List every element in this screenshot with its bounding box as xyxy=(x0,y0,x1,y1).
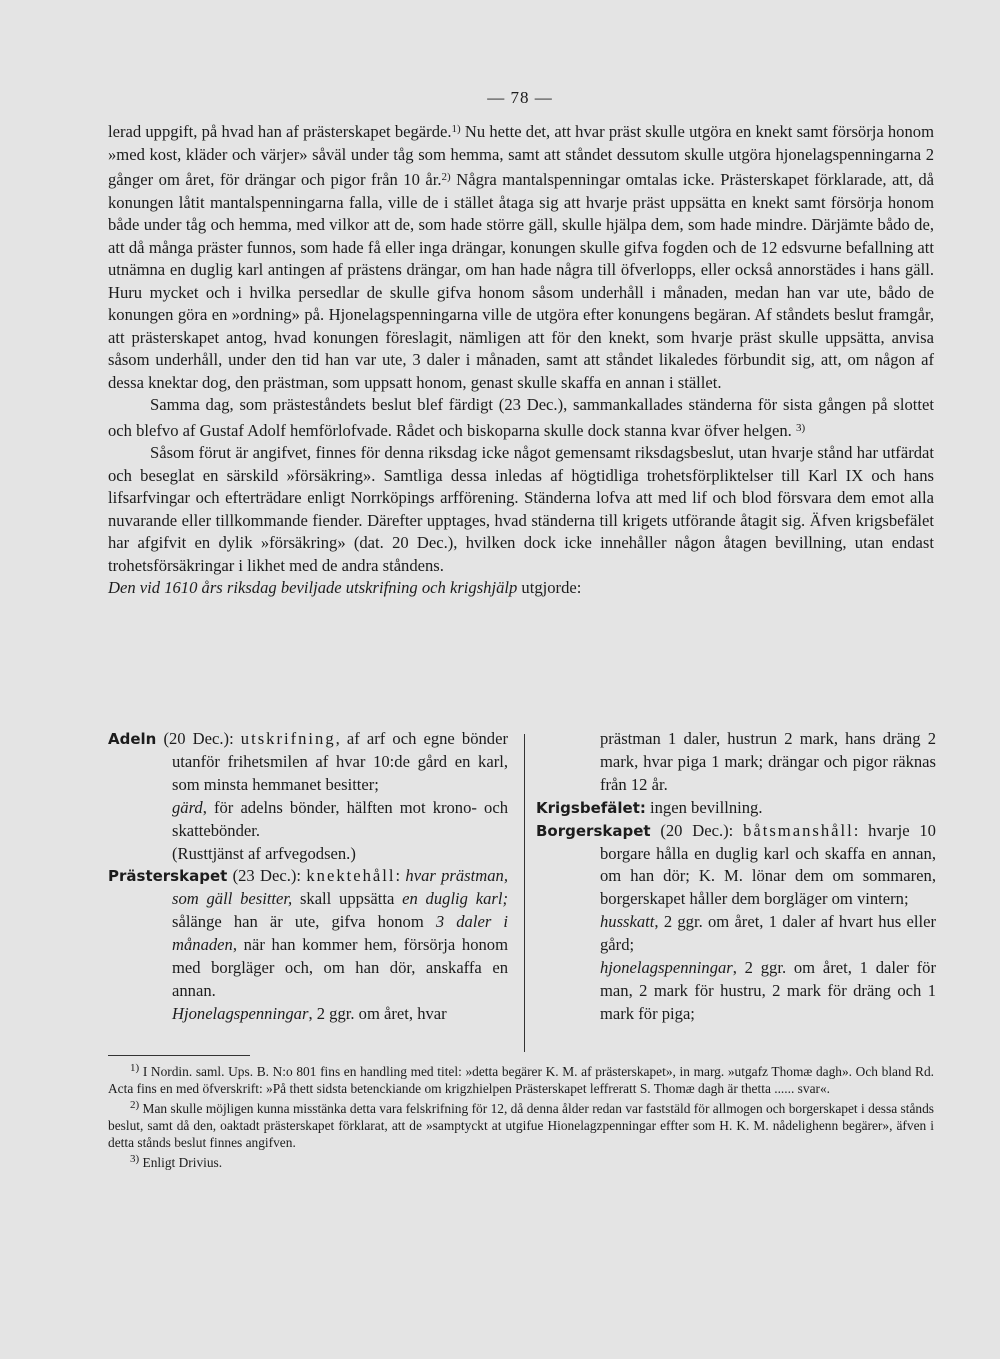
prasterskapet-label: Prästerskapet xyxy=(108,867,228,886)
footnote-1 xyxy=(108,1060,934,1097)
borgerskapet-term: båtsmanshåll xyxy=(743,820,854,840)
husskatt-term: husskatt xyxy=(600,912,655,932)
prasterskapet-text-2: sålänge han är ute, gifva honom xyxy=(172,912,436,932)
paragraph-1-part-b: Nu hette det, att hvar präst skulle utgöra en knekt samt försörja honom »med kost, kläder och värjer» såväl under tåg som hemma, samt att ståndet dessutom skulle utgöra hjonelagspenningarna 2 gånger om året, för drängar och pigor från 10 år. xyxy=(108,122,934,189)
hjonelag-continuation: prästman 1 daler, hustrun 2 mark, hans dräng 2 mark, hvar piga 1 mark; drängar och pigor räknas från 12 år. xyxy=(600,729,936,794)
prasterskapet-italic-1: hvar prästman, som gäll besitter, xyxy=(172,866,508,909)
hjonelag-entry-left xyxy=(108,1003,508,1026)
footnote-2-text: Man skulle möjligen kunna misstänka detta vara felskrifning för 12, då denna ålder redan var faststäld för allmogen och borgerskapet i dessa stånds beslut, samt då den, oaktadt prästerskapet förklarat, att de »samptyckt at utgifue Hionelagzpenningar effter som H. K. M. nådelighenn begärer», äfven i detta stånds beslut finnes angifven. xyxy=(108,1101,934,1150)
prasterskapet-term: knektehåll xyxy=(306,866,396,886)
footnote-2-mark: 2) xyxy=(130,1099,140,1111)
footnotes xyxy=(108,1060,934,1171)
krigsbefalet-entry xyxy=(536,797,936,820)
adeln-date: (20 Dec.): xyxy=(156,729,241,748)
paragraph-3: Såsom förut är angifvet, finnes för denna riksdag icke något gemensamt riksdagsbeslut, utan hvarje stånd har utfärdat och beseglat en särskild »försäkring». Samtliga dessa inledas af högtidliga trohetsförpliktelser till Karl IX och hans lifsarfvingar och efterträdare enligt Norrköpings arfförening. Ständerna lofva att med lif och blod försvara dem emot alla nuvarande eller tillkommande fiender. Därefter upptages, hvad ständerna till krigets utförande åtagit sig. Äfven krigsbefälet har afgifvit en dylik »försäkring» (dat. 20 Dec.), hvilken dock icke innehåller någon åtagen bevillning, utan endast trohetsförsäkringar i likhet med de andra ståndens. xyxy=(108,443,934,575)
gard-entry xyxy=(108,797,508,843)
gard-text: , för adelns bönder, hälften mot krono- och skattebönder. xyxy=(172,797,508,840)
prasterskapet-text-3: , när han kommer hem, försörja honom med borgläger och, om han dör, anskaffa en annan. xyxy=(172,935,508,1000)
grant-intro-rest: utgjorde: xyxy=(517,578,582,597)
paragraph-2-text: Samma dag, som prästeståndets beslut blef färdigt (23 Dec.), sammankallades ständerna för sista gången på slottet och blefvo af Gustaf Adolf hemförlofvade. Rådet och biskoparna skulle dock stanna kvar öfver helgen. xyxy=(108,395,934,440)
prasterskapet-colon: : xyxy=(395,866,406,886)
main-text xyxy=(108,118,934,600)
krigsbefalet-label: Krigsbefälet: xyxy=(536,798,646,817)
right-column xyxy=(536,728,936,1026)
footnote-1-mark: 1) xyxy=(130,1062,140,1074)
footnote-3 xyxy=(108,1151,934,1171)
gard-term: gärd xyxy=(172,797,203,817)
paragraph-1-part-c: Några mantalspenningar omtalas icke. Prästerskapet förklarade, att, då konungen låtit mantalspenningarna falla, ville de i stället åtaga sig att hvarje präst uppsätta en knekt samt försörja honom både under tåg och hemma, med vilkor att de, som hade större gäll, skulle hjälpa dem, som hade mindre. Därjämte bådo de, att då många präster funnos, som hade få eller inga drängar, konungen skulle gifva fogden och de 12 edsvurne befallning att utnämna en duglig karl antingen af prästens drängar, om han hade några till öfverlopps, eller också annorstädes i hans gäll. Huru mycket och i hvilka persedlar de skulle gifva honom såsom underhåll i månaden, medan han var ute, bådo de konungen göra en »ordning» på. Hjonelagspenningarna ville de utgöra efter konungens begäran. Af ståndets beslut framgår, att prästerskapet antog, hvad konungen föreslagit, nämligen att för den knekt, som hvarje präst skulle uppsätta, anvisa såsom underhåll, under den tid han var ute, 3 daler i månaden, samt att ståndet likaledes förbundit sig, att, om någon af dessa knektar dog, den prästman, som uppsatt honom, genast skulle skaffa en annan i stället. xyxy=(108,170,934,392)
hjonelag-term-right: hjonelagspenningar xyxy=(600,958,733,978)
krigsbefalet-text: ingen bevillning. xyxy=(645,797,763,817)
grant-intro xyxy=(108,577,934,600)
prasterskapet-entry xyxy=(108,865,508,1002)
borgerskapet-label: Borgerskapet xyxy=(536,821,651,840)
footnote-rule xyxy=(108,1055,250,1056)
adeln-text: , af arf och egne bönder utanför frihetsmilen af hvar 10:de gård en karl, som minsta hemmanet besitter; xyxy=(172,729,508,794)
paragraph-1 xyxy=(108,118,934,394)
footnote-2 xyxy=(108,1097,934,1151)
prasterskapet-text-1: skall uppsätta xyxy=(292,889,403,909)
footnote-3-mark: 3) xyxy=(130,1153,140,1165)
left-column xyxy=(108,728,508,1026)
borgerskapet-entry xyxy=(536,820,936,912)
prasterskapet-italic-2: en duglig karl; xyxy=(402,889,508,909)
paragraph-2 xyxy=(108,394,934,442)
prasterskapet-date: (23 Dec.): xyxy=(227,866,307,886)
adeln-entry xyxy=(108,728,508,797)
paragraph-1-part-a: lerad uppgift, på hvad han af prästerskapet begärde. xyxy=(108,122,452,141)
hjonelag-term-left: Hjonelagspenningar xyxy=(172,1003,309,1023)
adeln-label: Adeln xyxy=(108,730,157,748)
husskatt-text: , 2 ggr. om året, 1 daler af hvart hus eller gård; xyxy=(600,912,936,955)
borgerskapet-text: : hvarje 10 borgare hålla en duglig karl och skaffa en annan, om han dör; K. M. lönar dem om sommaren, borgerskapet håller dem borgläger om vintern; xyxy=(600,820,936,909)
prasterskapet-italic-3: 3 daler i månaden xyxy=(172,912,509,955)
footnote-ref-1: 1) xyxy=(451,123,461,135)
hjonelag-text-left: , 2 ggr. om året, hvar xyxy=(308,1003,447,1023)
footnote-ref-2: 2) xyxy=(441,171,451,183)
grant-intro-italic: Den vid 1610 års riksdag beviljade utskrifning och krigshjälp xyxy=(108,578,518,597)
borgerskapet-date: (20 Dec.): xyxy=(650,820,744,840)
husskatt-entry xyxy=(536,911,936,957)
page-number: — 78 — xyxy=(487,88,553,107)
column-divider xyxy=(524,734,525,1052)
footnote-1-text: I Nordin. saml. Ups. B. N:o 801 fins en handling med titel: »detta begärer K. M. af prästerskapet», in marg. »utgafz Thomæ dagh». Och bland Rd. Acta fins en med öfverskrift: »På thett sidsta betenckiande om krigzhielpen Prästerskapet leffreratt S. Thomæ dagh är thetta ...... svar«. xyxy=(108,1064,934,1096)
footnote-ref-3: 3) xyxy=(795,421,806,434)
hjonelag-entry-right xyxy=(536,957,936,1026)
adeln-term: utskrifning xyxy=(240,729,336,748)
footnote-3-text: Enligt Drivius. xyxy=(139,1155,223,1170)
hjonelag-text-right: , 2 ggr. om året, 1 daler för man, 2 mark för hustru, 2 mark för dräng och 1 mark för piga; xyxy=(600,958,936,1023)
rusttjanst-note: (Rusttjänst af arfvegodsen.) xyxy=(172,843,356,863)
